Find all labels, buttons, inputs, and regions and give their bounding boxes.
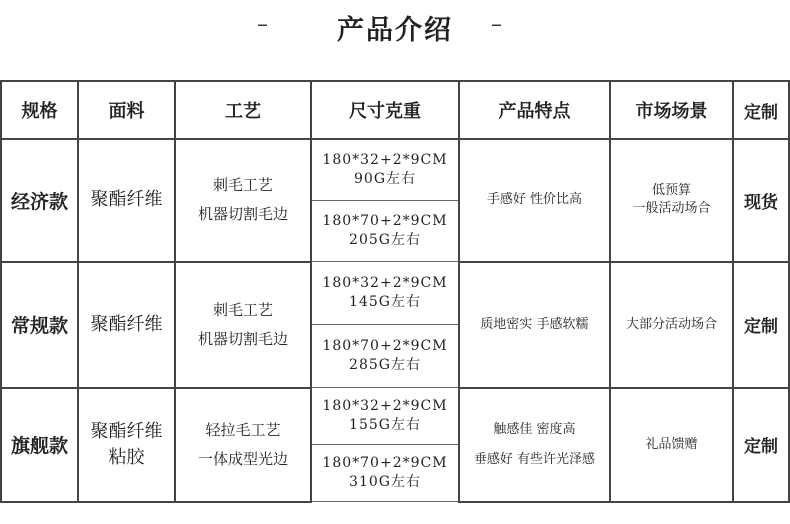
size-weight: 145G左右 [349, 294, 421, 310]
table-row [1, 262, 789, 325]
size-cell [311, 201, 459, 262]
size-dimension: 180*70+2*9CM [322, 213, 448, 229]
spec-cell: 常规款 [1, 262, 78, 388]
size-dimension: 180*32+2*9CM [322, 398, 448, 414]
features-cell [459, 139, 610, 262]
size-weight: 90G左右 [354, 171, 416, 187]
market-line: 大部分活动场合 [625, 316, 717, 332]
custom-cell: 定制 [733, 262, 789, 388]
feature-line: 手感好 性价比高 [486, 192, 583, 208]
header-features: 产品特点 [459, 81, 610, 139]
custom-cell: 定制 [733, 388, 789, 502]
fabric-line: 粘胶 [108, 446, 145, 468]
size-dimension: 180*32+2*9CM [322, 152, 448, 168]
market-line: 礼品馈赠 [645, 436, 698, 452]
process-cell [175, 262, 311, 388]
feature-line: 质地密实 手感软糯 [480, 316, 589, 332]
header-size-weight: 尺寸克重 [311, 81, 459, 139]
size-dimension: 180*70+2*9CM [322, 455, 448, 471]
feature-line: 垂感好 有些许光泽感 [473, 451, 596, 467]
spec-cell: 旗舰款 [1, 388, 78, 502]
header-row [1, 81, 789, 139]
process-line: 机器切割毛边 [197, 329, 288, 348]
process-cell [175, 139, 311, 262]
market-line: 低预算 [651, 183, 691, 199]
size-weight: 285G左右 [349, 357, 421, 373]
feature-line: 触感佳 密度高 [493, 421, 576, 437]
size-weight: 310G左右 [349, 474, 421, 490]
header-fabric: 面料 [78, 81, 175, 139]
process-cell [175, 388, 311, 502]
size-dimension: 180*70+2*9CM [322, 338, 448, 354]
header-spec: 规格 [1, 81, 78, 139]
fabric-cell [78, 388, 175, 502]
title-dash-right: – [491, 12, 502, 37]
page-title: 产品介绍 [337, 15, 453, 46]
custom-cell: 定制 [733, 81, 789, 139]
fabric-line: 聚酯纤维 [90, 420, 163, 442]
size-cell [311, 388, 459, 445]
product-table [0, 80, 790, 503]
fabric-line: 聚酯纤维 [90, 313, 163, 335]
title-row [0, 0, 790, 56]
title-dash-left: – [257, 12, 268, 37]
size-cell [311, 445, 459, 502]
market-line: 一般活动场合 [632, 201, 711, 217]
market-cell [610, 388, 733, 502]
size-weight: 205G左右 [349, 232, 421, 248]
size-cell [311, 325, 459, 388]
table-row [1, 388, 789, 445]
fabric-cell [78, 139, 175, 262]
header-process: 工艺 [175, 81, 311, 139]
spec-cell: 经济款 [1, 139, 78, 262]
size-weight: 155G左右 [349, 417, 421, 433]
process-line: 刺毛工艺 [212, 300, 273, 319]
process-line: 刺毛工艺 [212, 176, 273, 195]
size-cell [311, 262, 459, 325]
features-cell [459, 262, 610, 388]
size-dimension: 180*32+2*9CM [322, 275, 448, 291]
process-line: 轻拉毛工艺 [205, 420, 281, 439]
market-cell [610, 262, 733, 388]
fabric-cell [78, 262, 175, 388]
size-cell [311, 139, 459, 201]
features-cell [459, 388, 610, 502]
custom-cell-stock: 现货 [733, 139, 789, 262]
fabric-line: 聚酯纤维 [90, 189, 163, 211]
process-line: 一体成型光边 [197, 449, 288, 468]
process-line: 机器切割毛边 [197, 205, 288, 224]
market-cell [610, 139, 733, 262]
header-market: 市场场景 [610, 81, 733, 139]
